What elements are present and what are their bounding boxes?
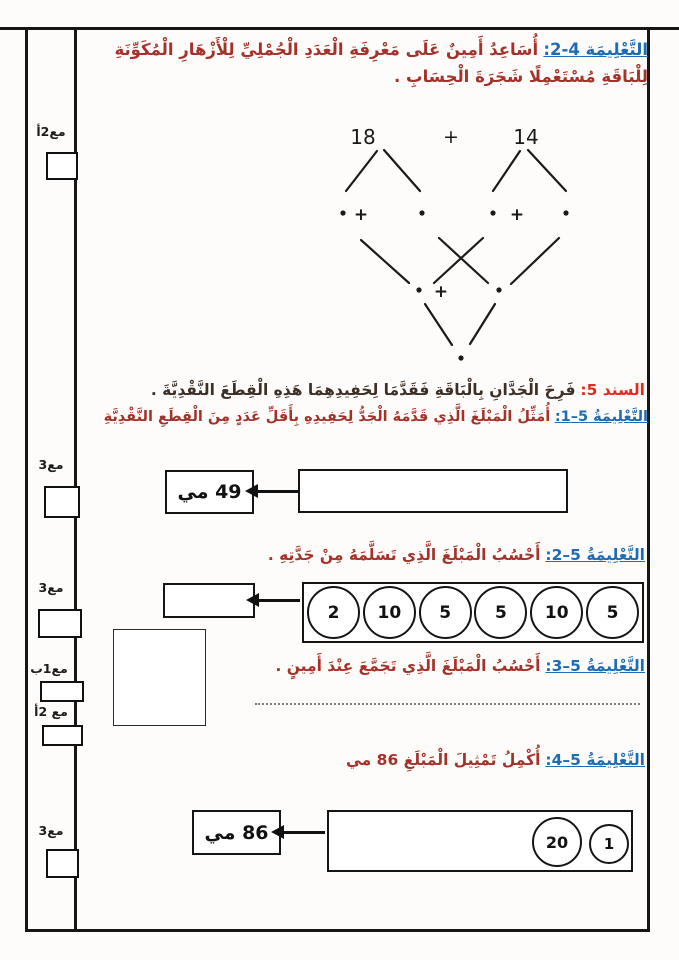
score-box-5[interactable]	[42, 725, 83, 746]
score-label-6: مع3	[38, 823, 64, 838]
instruction-5-4-text: أُكْمِلُ تَمْثِيلَ الْمَبْلَغِ 86 مي	[345, 751, 541, 769]
coin-5: 5	[474, 586, 527, 639]
instruction-5-3	[275, 657, 645, 675]
support-5-text: فَرِحَ الْجَدَّانِ بِالْبَاقَةِ فَقَدَّمَا لِحَفِيدِهِمَا هَذِهِ الْقِطَعَ النَّقْدِيَّةَ .	[150, 381, 576, 399]
tree-plus-middle: +	[433, 282, 449, 302]
coin-10: 10	[363, 586, 416, 639]
score-label-4: مع1ب	[30, 661, 68, 676]
instruction-5-3-label: التَّعْلِيمَةُ 5–3:	[545, 657, 645, 675]
instruction-5-2-label: التَّعْلِيمَةُ 5–2:	[545, 546, 645, 564]
score-label-2: مع3	[38, 457, 64, 472]
support-5	[151, 381, 645, 399]
instruction-4-2-label: التَّعْلِيمَة 4-2:	[543, 40, 648, 59]
instruction-5-4	[346, 751, 645, 769]
instruction-5-2	[268, 546, 645, 564]
score-box-1[interactable]	[46, 152, 78, 180]
coin-2: 2	[307, 586, 360, 639]
instruction-5-2-text: أَحْسُبُ الْمَبْلَغَ الَّذِي تَسَلَّمَهُ مِنْ جَدَّتِهِ .	[267, 546, 541, 564]
bottom-border	[25, 929, 650, 932]
support-5-label: السند 5:	[580, 381, 645, 399]
coin-5: 5	[586, 586, 639, 639]
tree-branches	[346, 150, 566, 345]
score-box-6[interactable]	[46, 849, 79, 878]
tree-operator: +	[443, 126, 459, 148]
completion-box-5-4[interactable]	[327, 810, 633, 872]
tree-number-right: 14	[513, 125, 539, 149]
answer-box-5-2[interactable]	[163, 583, 255, 618]
instruction-4-2-text: أُسَاعِدُ أَمِينٌ عَلَى مَعْرِفَةِ الْعَدَدِ الْجُمْلِيِّ لِلْأَزْهَارِ الْمُكَوِّنَةِ لِلْبَاقَةِ مُسْتَعْمِلًا شَجَرَةَ الْحِسَابِ .	[114, 40, 648, 86]
left-arrow-icon-2	[259, 599, 300, 602]
instruction-5-1	[104, 409, 648, 425]
tree-plus-left: +	[353, 205, 369, 225]
work-square-5-3[interactable]	[113, 629, 206, 726]
tree-plus-right: +	[509, 205, 525, 225]
instruction-5-4-label: التَّعْلِيمَةُ 5–4:	[545, 751, 645, 769]
coin-10: 10	[530, 586, 583, 639]
left-arrow-icon-1	[258, 490, 298, 493]
coins-box-5-2	[302, 582, 644, 643]
instruction-5-1-text: أُمَثِّلُ الْمَبْلَغَ الَّذِي قَدَّمَهُ الْجَدُّ لِحَفِيدِهِ بِأَقَلِّ عَدَدٍ مِنَ الْقِطَعِ النَّقْدِيَّةِ	[103, 409, 551, 425]
left-border	[25, 27, 28, 932]
tree-node-dots	[340, 210, 568, 360]
amount-box-49: 49 مي	[165, 470, 254, 514]
instruction-4-2	[88, 36, 648, 90]
score-label-5: مع 2أ	[34, 704, 68, 719]
coin-5: 5	[419, 586, 472, 639]
left-arrow-icon-3	[284, 831, 325, 834]
right-border	[647, 27, 650, 932]
score-label-1: مع2أ	[36, 124, 66, 139]
instruction-5-3-text: أَحْسُبُ الْمَبْلَغَ الَّذِي تَجَمَّعَ عِنْدَ أَمِينٍ .	[275, 657, 541, 675]
score-box-2[interactable]	[44, 486, 80, 518]
coin-1: 1	[589, 824, 629, 864]
coin-20: 20	[532, 817, 582, 867]
instruction-5-1-label: التَّعْلِيمَةُ 5–1:	[554, 409, 648, 425]
amount-box-86: 86 مي	[192, 810, 281, 855]
top-border	[0, 27, 679, 30]
dotted-answer-line-5-3[interactable]	[255, 693, 640, 705]
score-label-3: مع3	[38, 580, 64, 595]
score-box-4[interactable]	[40, 681, 84, 702]
answer-box-5-1[interactable]	[298, 469, 568, 513]
tree-number-left: 18	[350, 125, 376, 149]
score-box-3[interactable]	[38, 609, 82, 638]
addition-tree-figure	[280, 112, 640, 372]
